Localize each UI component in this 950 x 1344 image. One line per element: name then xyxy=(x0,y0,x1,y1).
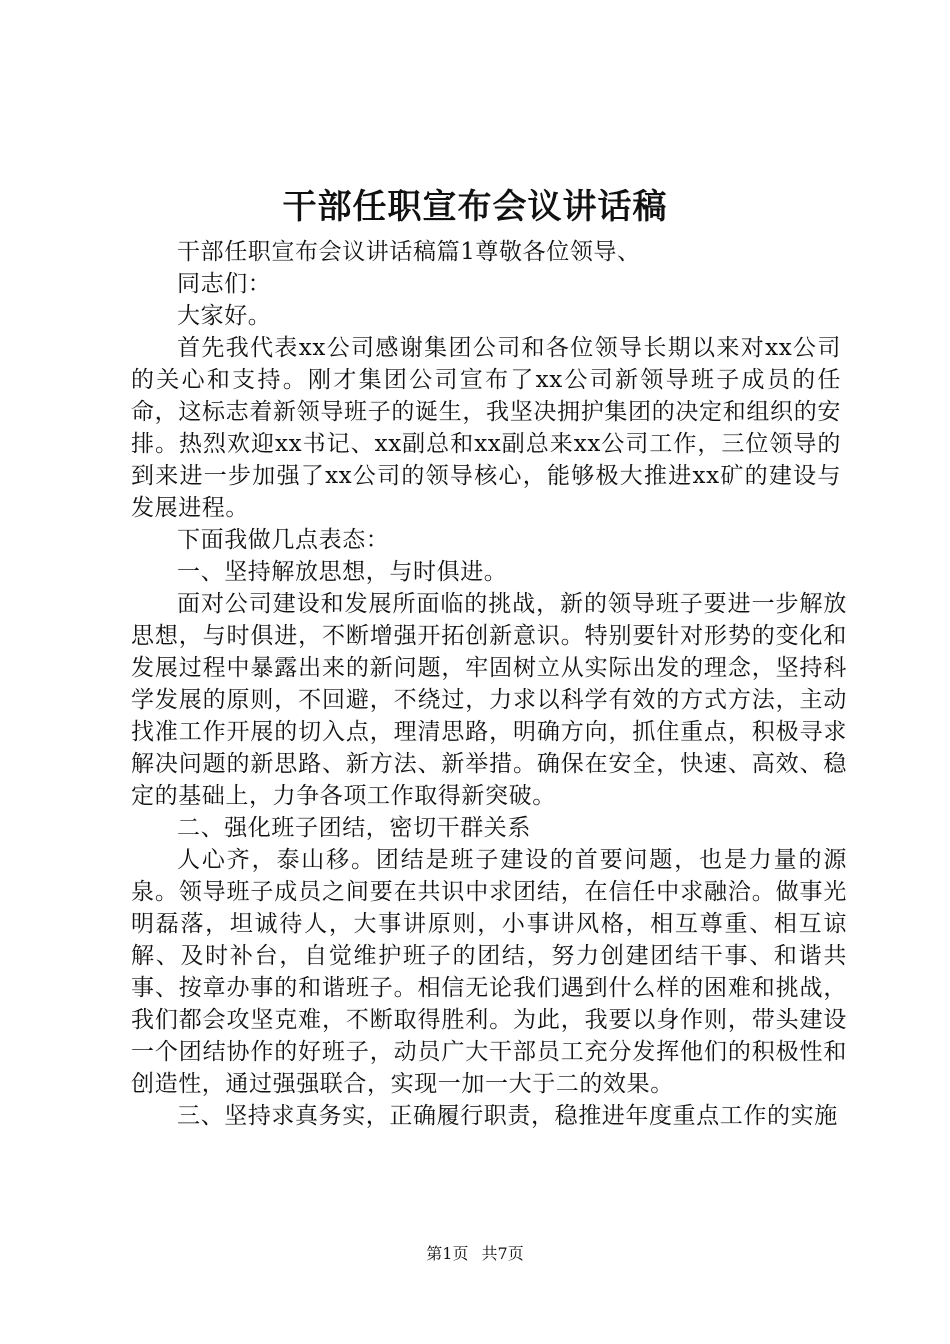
paragraph-intro: 干部任职宣布会议讲话稿篇1尊敬各位领导、 xyxy=(177,239,641,265)
page-footer xyxy=(0,1243,950,1265)
section-heading-3: 三、坚持求真务实，正确履行职责，稳推进年度重点工作的实施 xyxy=(177,1103,838,1129)
page-number: 第1页 xyxy=(426,1244,469,1263)
paragraph-thanks: 首先我代表xx公司感谢集团公司和各位领导长期以来对xx公司的关心和支持。刚才集团公司宣布了xx公司新领导班子成员的任命，这标志着新领导班子的诞生，我坚决拥护集团的决定和组织的安排。热烈欢迎xx书记、xx副总和xx副总来xx公司工作，三位领导的到来进一步加强了xx公司的领导核心，能够极大推进xx矿的建设与发展进程。 xyxy=(131,335,841,521)
paragraph-salutation: 同志们： xyxy=(177,271,272,297)
document-title: 干部任职宣布会议讲话稿 xyxy=(282,187,668,227)
paragraph-section-2: 人心齐，泰山移。团结是班子建设的首要问题，也是力量的源泉。领导班子成员之间要在共识中求团结，在信任中求融洽。做事光明磊落，坦诚待人，大事讲原则，小事讲风格，相互尊重、相互谅解、及时补台，自觉维护班子的团结，努力创建团结干事、和谐共事、按章办事的和谐班子。相信无论我们遇到什么样的困难和挑战，我们都会攻坚克难，不断取得胜利。为此，我要以身作则，带头建设一个团结协作的好班子，动员广大干部员工充分发挥他们的积极性和创造性，通过强强联合，实现一加一大于二的效果。 xyxy=(131,847,847,1097)
section-heading-1: 一、坚持解放思想，与时俱进。 xyxy=(177,559,508,585)
paragraph-section-1: 面对公司建设和发展所面临的挑战，新的领导班子要进一步解放思想，与时俱进，不断增强开拓创新意识。特别要针对形势的变化和发展过程中暴露出来的新问题，牢固树立从实际出发的理念，坚持科学发展的原则，不回避，不绕过，力求以科学有效的方式方法，主动找准工作开展的切入点，理清思路，明确方向，抓住重点，积极寻求解决问题的新思路、新方法、新举措。确保在安全，快速、高效、稳定的基础上，力争各项工作取得新突破。 xyxy=(131,591,847,809)
page-total: 共7页 xyxy=(481,1244,524,1263)
paragraph-greeting: 大家好。 xyxy=(177,303,272,329)
paragraph-statement-intro: 下面我做几点表态： xyxy=(177,527,390,553)
document-body xyxy=(131,236,847,1132)
section-heading-2: 二、强化班子团结，密切干群关系 xyxy=(177,815,531,841)
